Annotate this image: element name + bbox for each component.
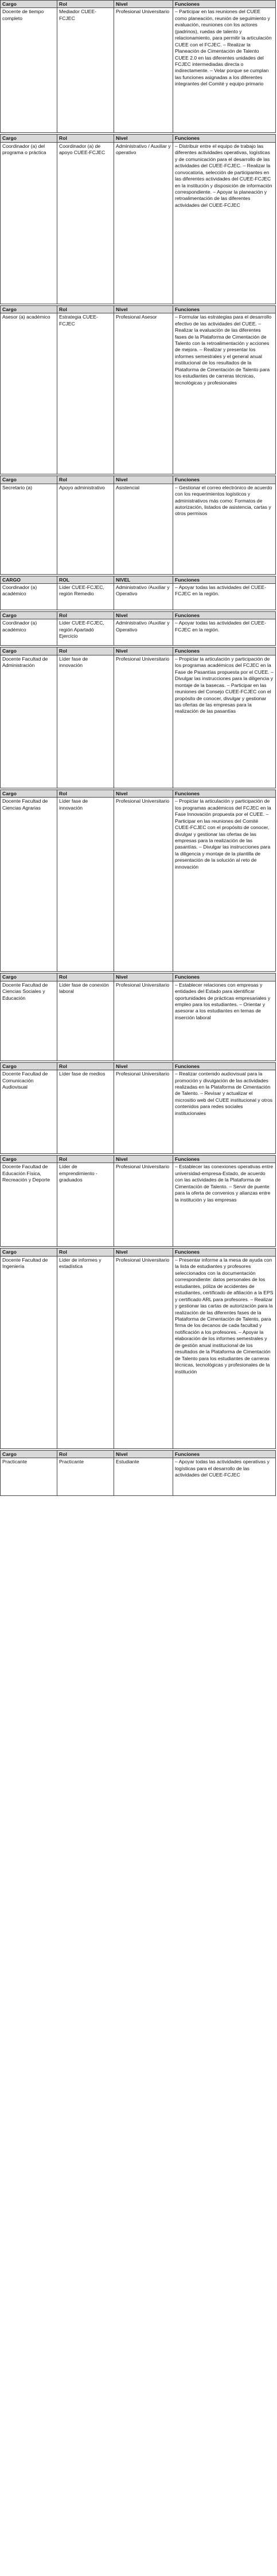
header-row [1,1062,276,1070]
cell-cargo: Practicante [1,1458,57,1496]
cell-cargo: Coordinador (a) académico [1,584,57,610]
cell-rol: Coordinador (a) de apoyo CUEE-FCJEC [57,142,114,304]
column-header-cargo: Cargo [1,647,57,655]
cell-funciones: – Formular las estrategias para el desarrollo efectivo de las actividades del CUEE. – Realizar la evaluación de las diferentes fases de la Plataforma de Cimentación de Talento con la retroalimentación y acciones de mejora. – Realizar y presentar los informes semestrales y el general anual institucional de los resultados de la Plataforma de Cimentación de Talento para los estudiantes de carreras técnicas, tecnológicas y profesionales [173,313,276,474]
cell-nivel: Profesional Universitario [114,1256,173,1448]
cell-rol: Líder fase de innovación [57,655,114,788]
cell-nivel: Administrativo /Auxiliar y Operativo [114,619,173,646]
column-header-nivel: Nivel [114,973,173,981]
cell-funciones: – Establecer relaciones con empresas y entidades del Estado para identificar oportunidades de prácticas empresariales y empleo para los estudiantes. – Orientar y asesorar a los estudiantes en temas de inserción laboral [173,981,276,1061]
cell-rol: Líder CUEE-FCJEC, región Remedio [57,584,114,610]
table-row [1,8,276,133]
column-header-cargo: Cargo [1,305,57,313]
cell-funciones: – Apoyar todas las actividades del CUEE-FCJEC en la región. [173,619,276,646]
cell-nivel: Administrativo /Auxiliar y Operativo [114,584,173,610]
cell-nivel: Profesional Asesor [114,313,173,474]
table-row [1,981,276,1061]
cell-rol: Líder CUEE-FCJEC, región Apartadó Ejercicio [57,619,114,646]
cell-nivel: Profesional Universitario [114,1070,173,1154]
column-header-funciones: Funciones [173,576,276,583]
column-header-cargo: Cargo [1,1,57,8]
header-row [1,612,276,619]
cell-funciones: – Distribuir entre el equipo de trabajo las diferentes actividades operativas, logísticas y de comunicación para el desarrollo de las actividades del CUEE-FCJEC. – Realizar la convocatoria, selección de participantes en las diferentes actividades del CUEE-FCJEC en la institución y disposición de información correspondiente. – Apoyar la planeación y retroalimentación de las diferentes actividades del CUEE-FCJEC [173,142,276,304]
role-table [0,476,276,574]
column-header-nivel: Nivel [114,1,173,8]
cell-nivel: Asistencial [114,484,173,574]
table-row [1,655,276,788]
cell-rol: Líder de informes y estadística [57,1256,114,1448]
column-header-funciones: Funciones [173,476,276,484]
table-row [1,1256,276,1448]
column-header-rol: Rol [57,973,114,981]
column-header-rol: Rol [57,647,114,655]
table-row [1,313,276,474]
cell-cargo: Docente Facultad de Educación Física, Recreación y Deporte [1,1163,57,1247]
table-row [1,484,276,574]
column-header-nivel: Nivel [114,647,173,655]
role-table [0,1155,276,1247]
cell-nivel: Profesional Universitario [114,798,173,972]
cell-funciones: – Apoyar todas las actividades del CUEE-FCJEC en la región. [173,584,276,610]
column-header-funciones: Funciones [173,305,276,313]
cell-rol: Líder fase de conexión laboral [57,981,114,1061]
table-row [1,1070,276,1154]
role-table [0,1450,276,1496]
cell-funciones: – Presentar informe a la mesa de ayuda con la lista de estudiantes y profesores seleccionados con la documentación correspondiente: datos personales de los estudiantes, póliza de accidentes de estudiantes, certificado de afiliación a la EPS y certificado ARL para profesores. – Realizar y gestionar las cartas de autorización para la realización de las diferentes fases de la Plataforma de Cimentación de Talento, para firma de los decanos de cada facultad y notificación a los profesores. – Apoyar la elaboración de los informes semestrales y de gestión anual institucional de los resultados de la Plataforma de Cimentación de Talento para los estudiantes de carreras técnicas, tecnológicas y profesionales de la institución [173,1256,276,1448]
header-row [1,1248,276,1256]
cell-cargo: Coordinador (a) del programa o práctica [1,142,57,304]
cell-nivel: Administrativo / Auxiliar y operativo [114,142,173,304]
column-header-nivel: Nivel [114,612,173,619]
table-row [1,1458,276,1496]
column-header-cargo: CARGO [1,576,57,583]
column-header-cargo: Cargo [1,476,57,484]
column-header-cargo: Cargo [1,973,57,981]
cell-cargo: Secretario (a) [1,484,57,574]
table-row [1,142,276,304]
cell-funciones: – Establecer las conexiones operativas entre universidad-empresa-Estado, de acuerdo con las actividades de la Plataforma de Cimentación de Talento. – Servir de puente para la oferta de convenios y alianzas entre la institución y las empresas [173,1163,276,1247]
column-header-nivel: NIVEL [114,576,173,583]
column-header-cargo: Cargo [1,1248,57,1256]
column-header-rol: Rol [57,790,114,797]
cell-funciones: – Participar en las reuniones del CUEE como planeación, reunión de seguimiento y evaluación, reuniones con los actores (padrinos), ruedas de talento y relacionamiento, para permitir la articulación CUEE con el FCJEC. – Realizar la Planeación de Cimentación de Talento CUEE 2.0 en las diferentes unidades del FCJEC intermediadas directa o indirectamente. – Velar porque se cumplan las funciones asignadas a los diferentes integrantes del Comité y equipo primario [173,8,276,133]
cell-funciones: – Apoyar todas las actividades operativas y logísticas para el desarrollo de las actividades del CUEE-FCJEC [173,1458,276,1496]
column-header-funciones: Funciones [173,1156,276,1163]
column-header-rol: Rol [57,305,114,313]
header-row [1,790,276,797]
header-row [1,1156,276,1163]
role-table [0,790,276,972]
cell-cargo: Docente Facultad de Ciencias Agrarias [1,798,57,972]
column-header-funciones: Funciones [173,973,276,981]
cell-cargo: Docente de tiempo completo [1,8,57,133]
column-header-cargo: Cargo [1,1062,57,1070]
table-row [1,1163,276,1247]
column-header-funciones: Funciones [173,1450,276,1458]
column-header-funciones: Funciones [173,1062,276,1070]
role-table [0,576,276,610]
header-row [1,576,276,583]
cell-cargo: Docente Facultad de Ingeniería [1,1256,57,1448]
cell-nivel: Profesional Universitario [114,8,173,133]
role-table [0,1062,276,1154]
column-header-rol: Rol [57,612,114,619]
column-header-nivel: Nivel [114,1450,173,1458]
column-header-rol: ROL [57,576,114,583]
cell-cargo: Asesor (a) académico [1,313,57,474]
column-header-nivel: Nivel [114,1248,173,1256]
cell-rol: Estrategia CUEE-FCJEC [57,313,114,474]
cell-funciones: – Propiciar la articulación y participación de los programas académicos del FCJEC en la Fase de Pasantías propuesta por el CUEE. – Divulgar las instrucciones para la diligencia y montaje de la basecas. – Participar en las reuniones del Consejo CUEE-FCJEC con el propósito de conocer, divulgar y gestionar las ofertas de las empresas para la realización de las pasantías [173,655,276,788]
role-table [0,134,276,304]
header-row [1,1450,276,1458]
header-row [1,476,276,484]
header-row [1,135,276,142]
column-header-nivel: Nivel [114,1062,173,1070]
cell-rol: Apoyo administrativo [57,484,114,574]
table-row [1,584,276,610]
cell-nivel: Profesional Universitario [114,1163,173,1247]
column-header-rol: Rol [57,135,114,142]
column-header-rol: Rol [57,1,114,8]
column-header-nivel: Nivel [114,135,173,142]
table-row [1,619,276,646]
column-header-rol: Rol [57,1248,114,1256]
cell-cargo: Docente Facultad de Administración [1,655,57,788]
role-table [0,1248,276,1448]
column-header-nivel: Nivel [114,790,173,797]
table-row [1,798,276,972]
header-row [1,305,276,313]
cell-rol: Líder fase de medios [57,1070,114,1154]
column-header-nivel: Nivel [114,476,173,484]
role-table [0,0,276,133]
cell-funciones: – Propiciar la articulación y participación de los programas académicos del FCJEC en la Fase Innovación propuesta por el CUEE. – Participar en las reuniones del Comité CUEE-FCJEC con el propósito de conocer, divulgar y gestionar las ofertas de las empresas para la realización de las pasantías. – Divulgar las instrucciones para la diligencia y montaje de la plantilla de presentación de la solución al reto de innovación [173,798,276,972]
column-header-rol: Rol [57,476,114,484]
cell-cargo: Coordinador (a) académico [1,619,57,646]
cell-funciones: – Realizar contenido audiovisual para la promoción y divulgación de las actividades realizadas en la Plataforma de Cimentación de Talento. – Revisar y actualizar el micrositio web del CUEE institucional y otros contenidos para redes sociales institucionales [173,1070,276,1154]
column-header-rol: Rol [57,1156,114,1163]
cell-rol: Practicante [57,1458,114,1496]
column-header-funciones: Funciones [173,1248,276,1256]
role-table [0,973,276,1061]
header-row [1,1,276,8]
column-header-cargo: Cargo [1,612,57,619]
column-header-rol: Rol [57,1062,114,1070]
column-header-funciones: Funciones [173,135,276,142]
column-header-funciones: Funciones [173,647,276,655]
header-row [1,647,276,655]
column-header-nivel: Nivel [114,305,173,313]
cell-nivel: Profesional Universitario [114,981,173,1061]
role-table [0,611,276,646]
cell-nivel: Estudiante [114,1458,173,1496]
cell-cargo: Docente Facultad de Comunicación Audiovisual [1,1070,57,1154]
column-header-cargo: Cargo [1,790,57,797]
role-table [0,305,276,474]
column-header-cargo: Cargo [1,1156,57,1163]
column-header-funciones: Funciones [173,790,276,797]
cell-funciones: – Gestionar el correo electrónico de acuerdo con los requerimientos logísticos y administrativos más como: Formatos de autorización, listados de asistencia, cartas y otros permisos [173,484,276,574]
column-header-funciones: Funciones [173,612,276,619]
column-header-rol: Rol [57,1450,114,1458]
column-header-nivel: Nivel [114,1156,173,1163]
column-header-cargo: Cargo [1,1450,57,1458]
column-header-cargo: Cargo [1,135,57,142]
cell-rol: Líder de emprendimiento - graduados [57,1163,114,1247]
cell-cargo: Docente Facultad de Ciencias Sociales y Educación [1,981,57,1061]
cell-rol: Líder fase de innovación [57,798,114,972]
role-table [0,647,276,788]
cell-nivel: Profesional Universitario [114,655,173,788]
column-header-funciones: Funciones [173,1,276,8]
header-row [1,973,276,981]
cell-rol: Mediador CUEE-FCJEC [57,8,114,133]
